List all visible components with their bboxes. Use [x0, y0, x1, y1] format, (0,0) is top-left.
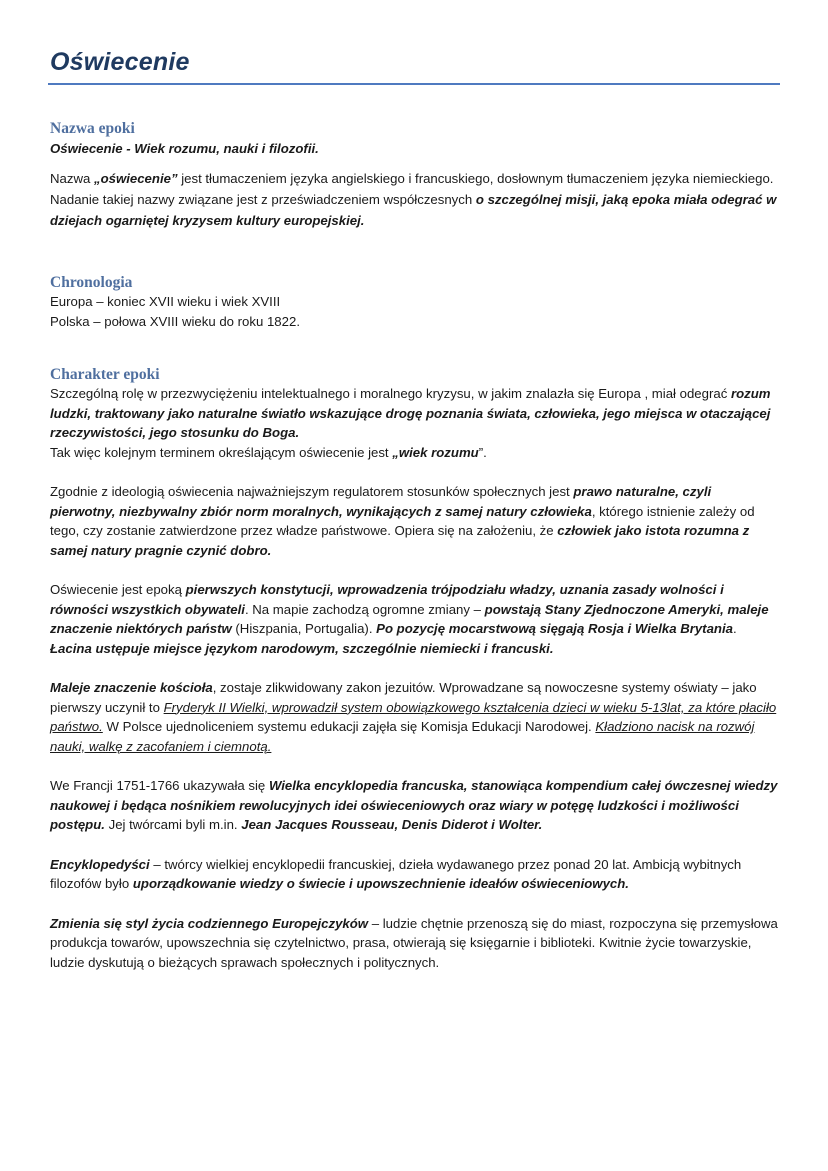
text: jest tłumaczeniem języka angielskiego i francuskiego, dosłownym tłumaczeniem języka niemieckiego. Nadanie takiej nazwy związane jest z przeświadczeniem współczesnych [50, 171, 774, 207]
chronology-europe: Europa – koniec XVII wieku i wiek XVIII [50, 294, 281, 309]
text: – twórcy wielkiej encyklopedii francuskiej, dzieła wydawanego przez ponad 20 lat. Ambicją wybitnych filozofów było [50, 856, 742, 891]
character-paragraph-7 [50, 914, 780, 973]
character-paragraph-6 [50, 855, 780, 894]
page-title: Oświecenie [50, 48, 190, 76]
section-heading-name: Nazwa epoki [50, 120, 135, 137]
text: We Francji 1751-1766 ukazywała się [50, 778, 269, 793]
text-emphasis: Łacina ustępuje miejsce językom narodowym, szczególnie niemiecki i francuski. [50, 640, 554, 656]
character-paragraph-1 [50, 384, 780, 462]
text-emphasis: uporządkowanie wiedzy o świecie i upowszechnienie ideałów oświeceniowych. [132, 876, 629, 891]
text: ”. [478, 444, 487, 460]
text-emphasis: człowiek jako istota rozumna z samej natury pragnie czynić dobro. [50, 523, 750, 558]
text: – ludzie chętnie przenoszą się do miast, rozpoczyna się przemysłowa produkcja towarów, upowszechnia się czytelnictwo, prasa, otwierają się księgarnie i biblioteki. Kwitnie życie towarzyskie, ludzie dyskutują o bieżących sprawach społecznych i politycznych. [50, 915, 778, 970]
text: (Hiszpania, Portugalia). [231, 621, 377, 636]
text-emphasis: Jean Jacques Rousseau, Denis Diderot i Wolter. [241, 817, 543, 832]
section-heading-character: Charakter epoki [50, 366, 160, 383]
text: Zgodnie z ideologią oświecenia najważniejszym regulatorem stosunków społecznych jest [50, 484, 574, 499]
document-page [50, 48, 780, 970]
text-emphasis: Zmienia się styl życia codziennego Europejczyków [50, 915, 369, 931]
character-paragraph-5 [50, 776, 780, 835]
character-paragraph-4 [50, 678, 780, 756]
text-emphasis: rozum ludzki, traktowany jako naturalne światło wskazujące drogę poznania świata, człowieka, jego miejsca w otaczającej rzeczywistości, jego stosunku do Boga. [50, 386, 771, 440]
text: . [732, 621, 737, 636]
text: Nazwa [50, 171, 94, 186]
era-subtitle: Oświecenie - Wiek rozumu, nauki i filozofii. [50, 141, 319, 156]
text-emphasis: Maleje znaczenie kościoła [50, 680, 213, 695]
name-paragraph [50, 168, 780, 231]
text: Jej twórcami byli m.in. [104, 817, 242, 832]
text-underlined: Kładziono nacisk na rozwój nauki, walkę z zacofaniem i ciemnotą. [50, 719, 755, 754]
chronology-poland: Polska – połowa XVIII wieku do roku 1822. [50, 314, 300, 329]
section-name [50, 120, 780, 231]
section-heading-chronology: Chronologia [50, 274, 133, 291]
text-emphasis: „wiek rozumu [392, 444, 479, 460]
text: Szczególną rolę w przezwyciężeniu intelektualnego i moralnego kryzysu, w jakim znalazła się Europa , miał odegrać [50, 386, 731, 401]
text-emphasis: o szczególnej misji, jaką epoka miała odegrać w dziejach ogarniętej kryzysem kultury europejskiej. [50, 192, 777, 228]
text-emphasis: prawo naturalne, czyli pierwotny, niezbywalny zbiór norm moralnych, wynikających z samej natury człowieka [50, 484, 712, 519]
title-divider [48, 83, 780, 85]
text-emphasis: powstają Stany Zjednoczone Ameryki, maleje znaczenie niektórych państw [50, 601, 769, 636]
text: , którego istnienie zależy od tego, czy zostanie zatwierdzone przez władze państwowe. Opiera się na założeniu, że [50, 503, 755, 538]
section-chronology [50, 274, 780, 332]
character-paragraph-2 [50, 482, 780, 560]
text-emphasis: Encyklopedyści [50, 856, 150, 872]
text: . Na mapie zachodzą ogromne zmiany – [244, 601, 485, 617]
text: Tak więc kolejnym terminem określającym oświecenie jest [50, 444, 393, 460]
text-emphasis: „oświecenie” [93, 171, 178, 186]
character-paragraph-3 [50, 580, 780, 658]
text-underlined: Fryderyk II Wielki, wprowadził system obowiązkowego kształcenia dzieci w wieku 5-13lat, za które płaciło państwo. [50, 699, 777, 734]
text-emphasis: Wielka encyklopedia francuska, stanowiąca kompendium całej ówczesnej wiedzy naukowej i będąca nośnikiem rewolucyjnych idei oświeceniowych oraz wiary w potęgę ludzkości i możliwości postępu. [50, 778, 778, 832]
text-emphasis: Po pozycję mocarstwową sięgają Rosja i Wielka Brytania [376, 621, 733, 636]
text: Oświecenie jest epoką [50, 582, 186, 597]
text: W Polsce ujednoliceniem systemu edukacji zajęła się Komisja Edukacji Narodowej. [102, 719, 596, 734]
section-character [50, 366, 780, 972]
text: , zostaje zlikwidowany zakon jezuitów. Wprowadzane są nowoczesne systemy oświaty – jako pierwszy uczynił to [50, 680, 757, 715]
text-emphasis: pierwszych konstytucji, wprowadzenia trójpodziału władzy, uznania zasady wolności i równości wszystkich obywateli [50, 582, 724, 617]
